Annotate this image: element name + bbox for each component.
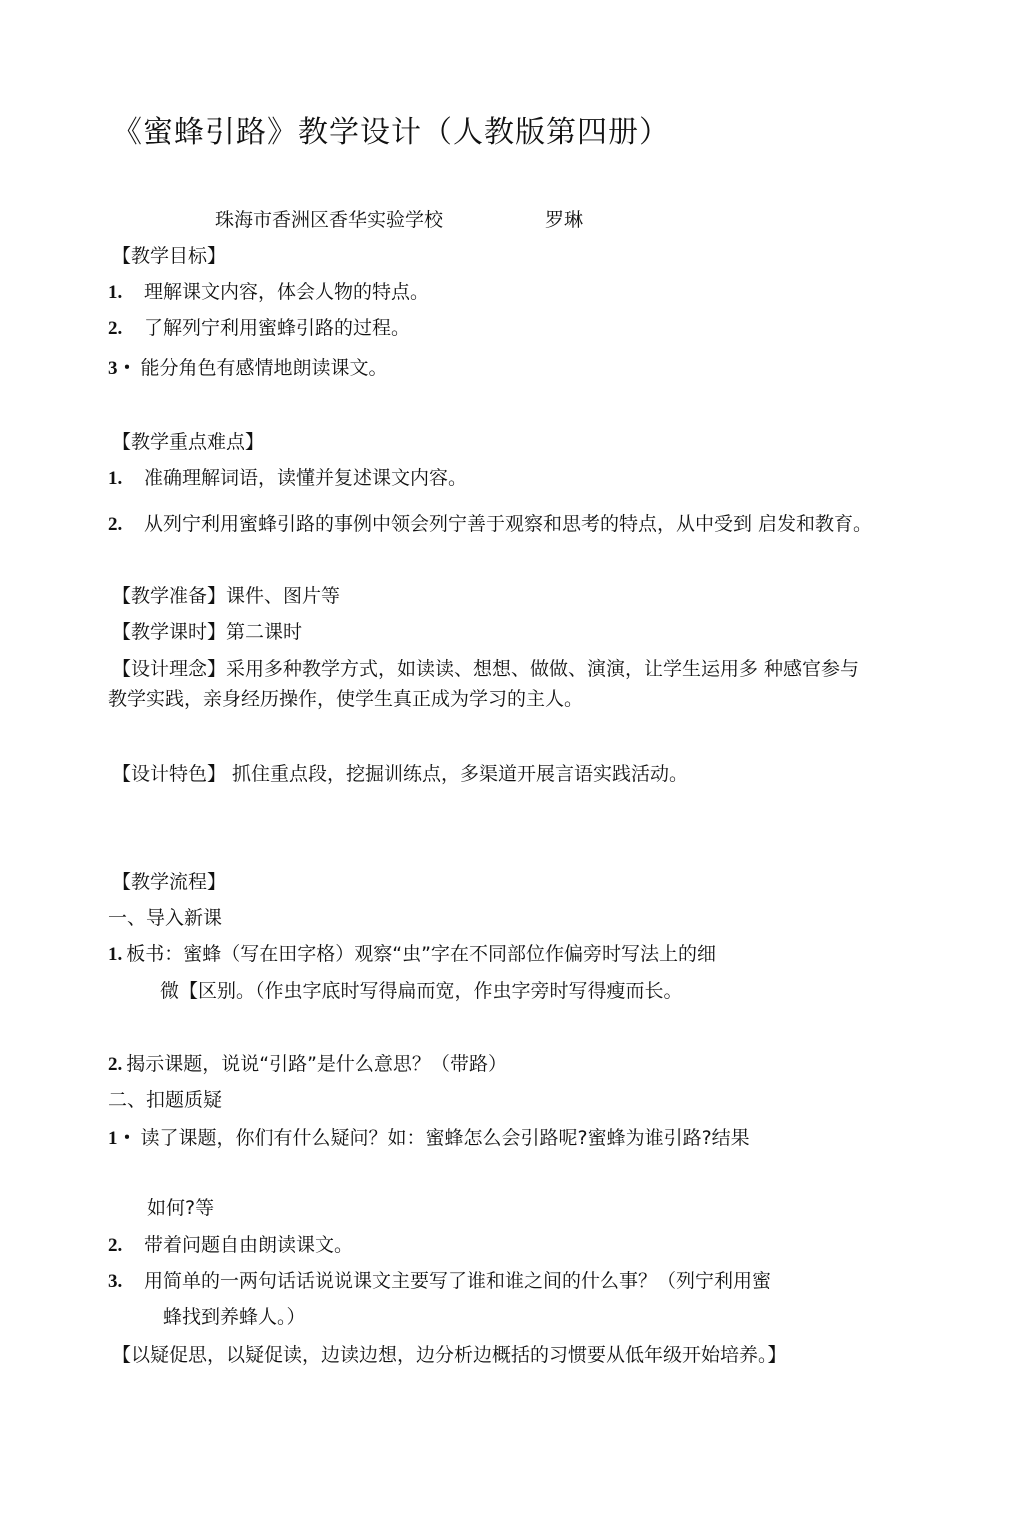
part2-heading: 二、扣题质疑: [108, 1089, 223, 1111]
goal-item-1-num: 1.: [108, 282, 123, 303]
part1-item-1: [108, 941, 716, 968]
part2-item-1-line-1: 读了课题，你们有什么疑问？如：蜜蜂怎么会引路呢?蜜蜂为谁引路?结果: [140, 1127, 750, 1149]
part2-item-3-line-1: 用简单的一两句话话说说课文主要写了谁和谁之间的什么事？（列宁利用蜜: [144, 1270, 772, 1292]
part2-item-1-num: 1・: [108, 1128, 137, 1149]
part1-item-1-num: 1.: [108, 944, 123, 965]
goals-heading: 【教学目标】: [112, 245, 227, 267]
keypoint-item-1-text: 准确理解词语，读懂并复述课文内容。: [144, 467, 468, 489]
part2-item-3-num: 3.: [108, 1271, 123, 1292]
document-title: 《蜜蜂引路》教学设计（人教版第四册）: [112, 115, 670, 150]
part1-item-1-line-2: 微【区别。（作虫字底时写得扁而宽，作虫字旁时写得瘦而长。: [160, 980, 683, 1002]
concept-line-1: 【设计理念】采用多种教学方式，如读读、想想、做做、演演，让学生运用多 种感官参与: [112, 658, 860, 680]
part2-item-3-line-2: 蜂找到养蜂人。）: [163, 1306, 306, 1328]
keypoint-item-1: [108, 465, 467, 492]
part2-item-1: [108, 1125, 750, 1152]
keypoint-item-2-text: 从列宁利用蜜蜂引路的事例中领会列宁善于观察和思考的特点，从中受到 启发和教育。: [144, 513, 873, 535]
part2-note: 【以疑促思，以疑促读，边读边想，边分析边概括的习惯要从低年级开始培养。】: [112, 1344, 787, 1366]
goal-item-2-num: 2.: [108, 318, 123, 339]
concept-line-2: 教学实践，亲身经历操作，使学生真正成为学习的主人。: [108, 688, 584, 710]
keypoint-item-2-num: 2.: [108, 514, 123, 535]
goal-item-2: [108, 315, 410, 342]
author-school: 珠海市香洲区香华实验学校: [215, 209, 444, 231]
part2-item-2: [108, 1232, 353, 1259]
goal-item-1-text: 理解课文内容，体会人物的特点。: [144, 281, 430, 303]
period-line: 【教学课时】第二课时: [112, 621, 303, 643]
part2-item-1-line-2: 如何?等: [147, 1197, 215, 1219]
keypoints-heading: 【教学重点难点】: [112, 431, 265, 453]
goal-item-3-num: 3・: [108, 358, 137, 379]
part2-item-2-text: 带着问题自由朗读课文。: [144, 1234, 354, 1256]
goal-item-3-text: 能分角色有感情地朗读课文。: [140, 357, 388, 379]
part1-heading: 一、导入新课: [108, 907, 223, 929]
part2-item-2-num: 2.: [108, 1235, 123, 1256]
part1-item-2-num: 2.: [108, 1054, 123, 1075]
keypoint-item-1-num: 1.: [108, 468, 123, 489]
goal-item-1: [108, 279, 429, 306]
prep-line: 【教学准备】课件、图片等: [112, 585, 341, 607]
part1-item-1-line-1: 板书：蜜蜂（写在田字格）观察“虫”字在不同部位作偏旁时写法上的细: [126, 943, 716, 965]
keypoint-item-2: [108, 511, 872, 538]
part1-item-2: [108, 1051, 507, 1078]
author-name: 罗琳: [545, 209, 584, 231]
part1-item-2-text: 揭示课题，说说“引路”是什么意思？（带路）: [126, 1053, 507, 1075]
part2-item-3: [108, 1268, 771, 1295]
feature-line: 【设计特色】 抓住重点段，挖掘训练点，多渠道开展言语实践活动。: [112, 763, 689, 785]
goal-item-2-text: 了解列宁利用蜜蜂引路的过程。: [144, 317, 411, 339]
process-heading: 【教学流程】: [112, 871, 227, 893]
goal-item-3: [108, 355, 388, 382]
